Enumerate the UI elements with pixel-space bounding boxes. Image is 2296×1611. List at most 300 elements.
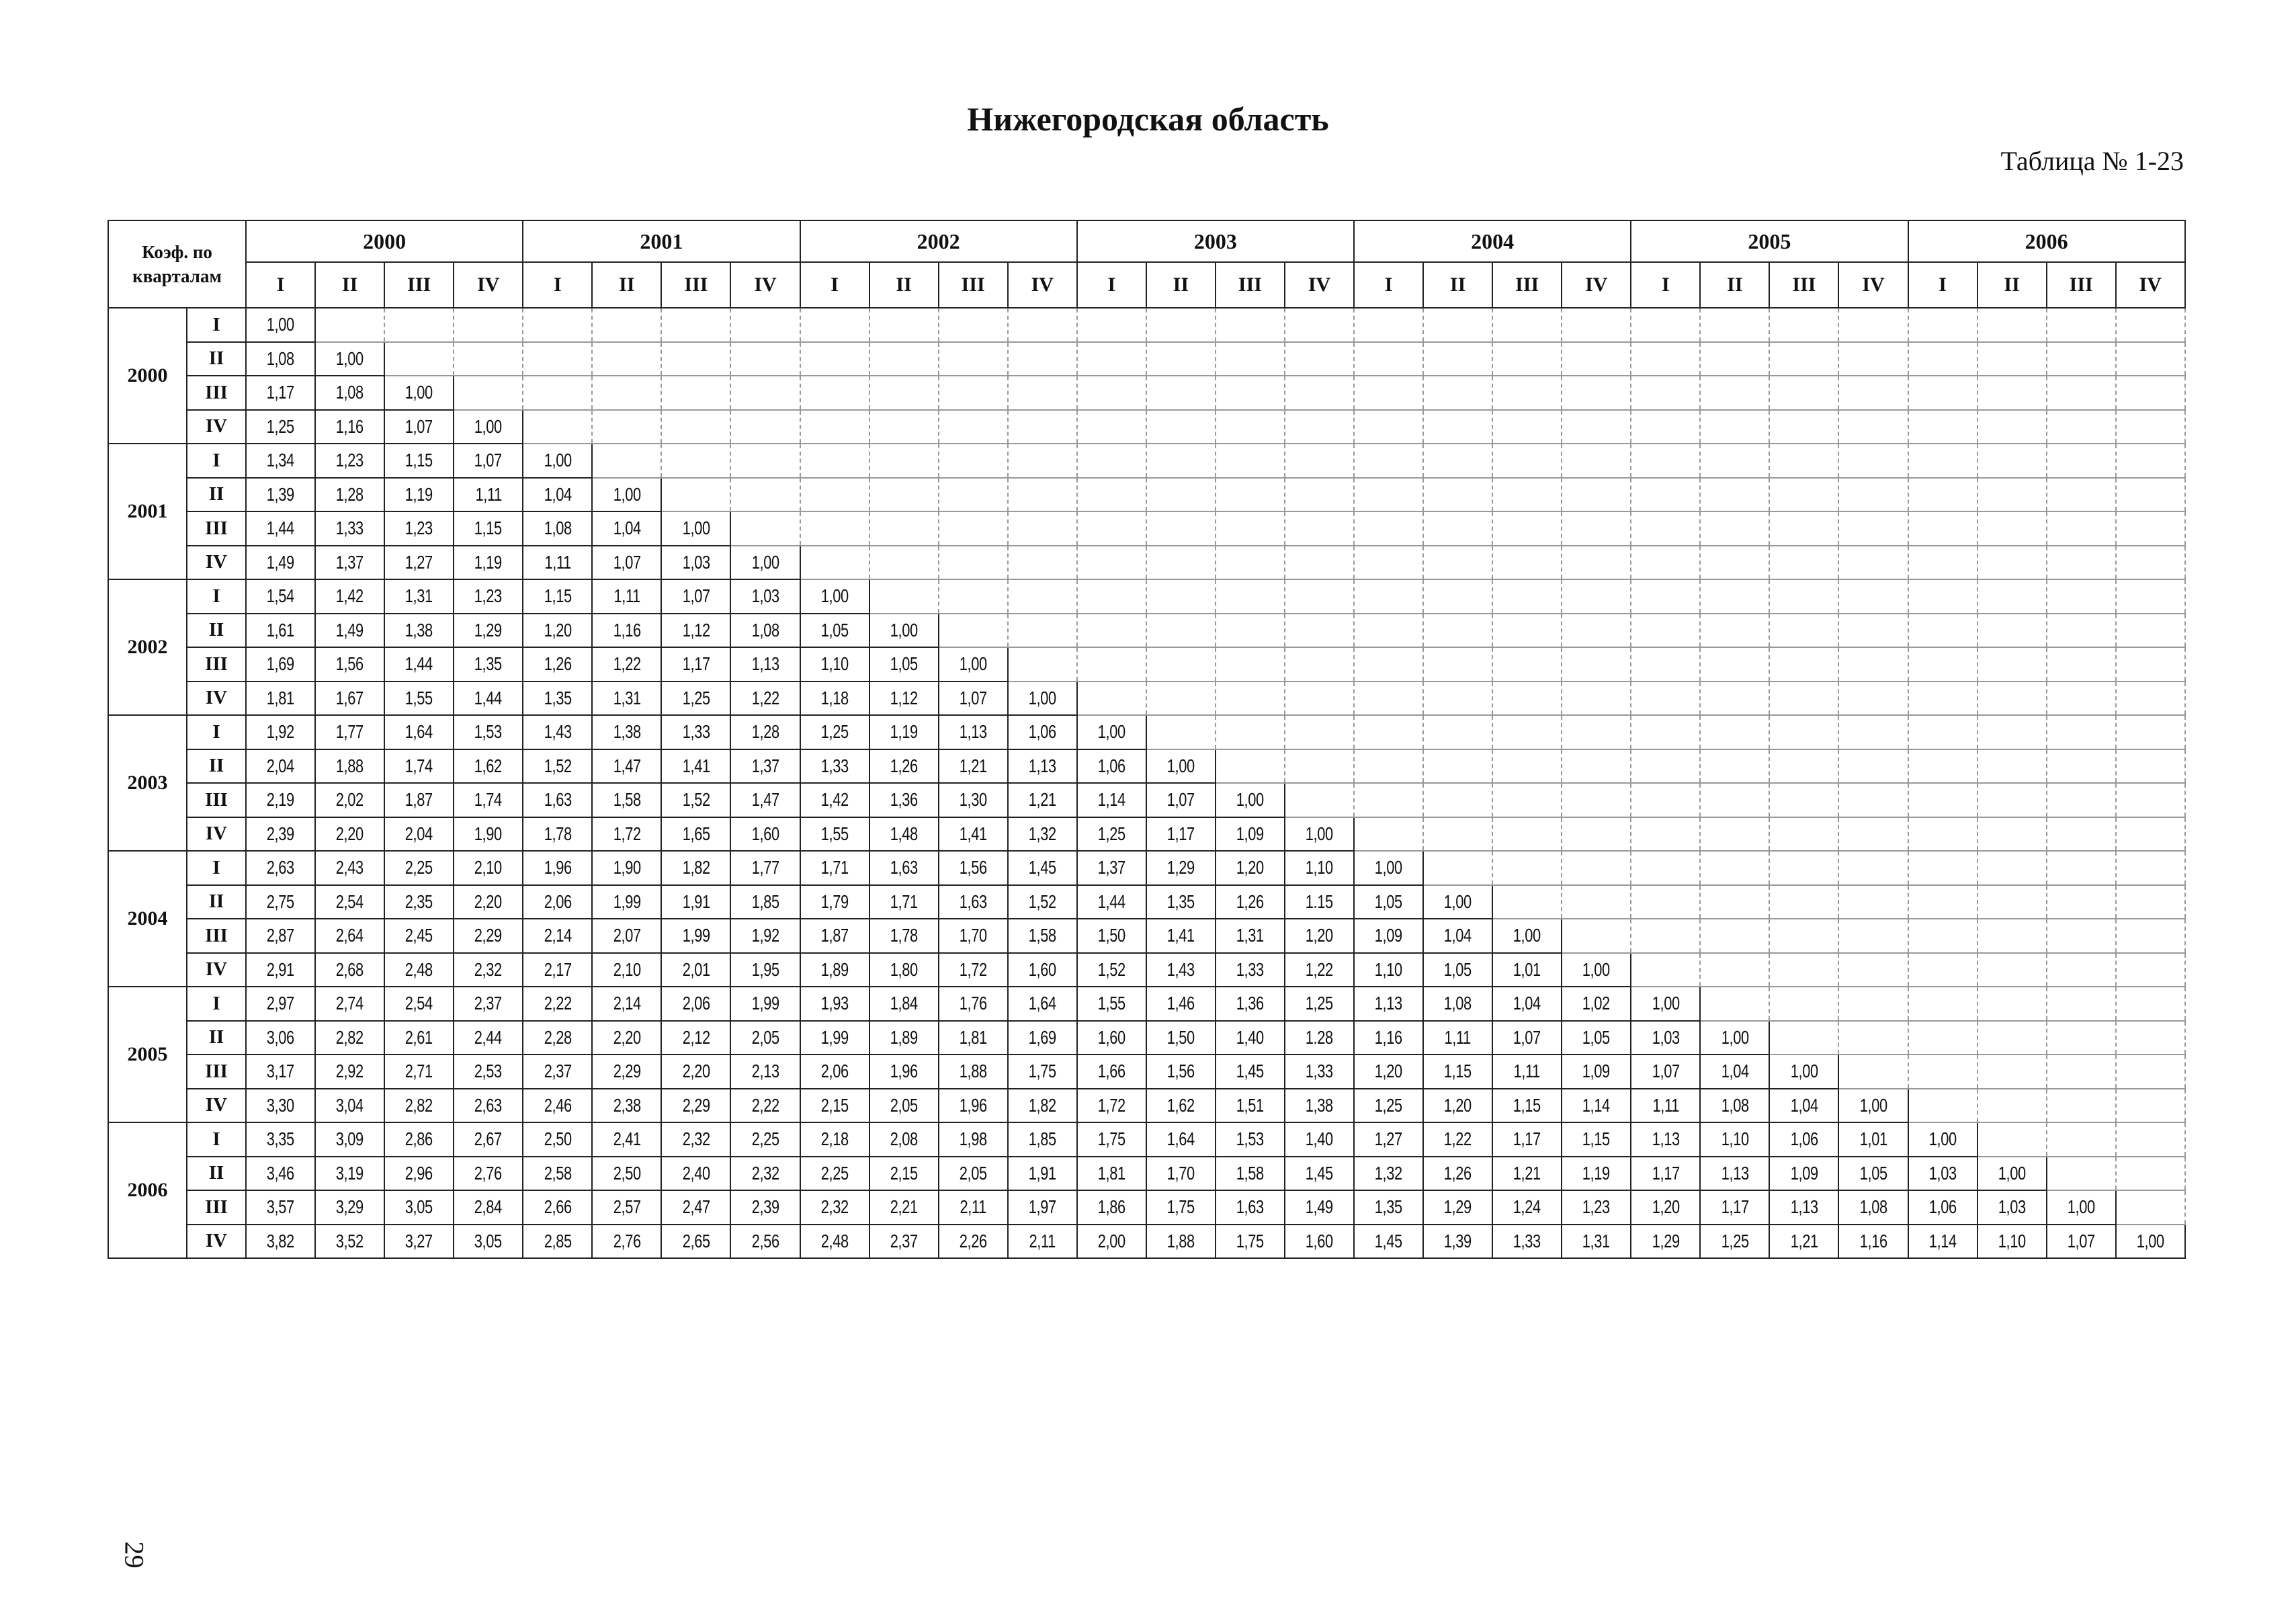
coefficient-cell (869, 1157, 939, 1191)
coefficient-value: 1,64 (1166, 1128, 1195, 1150)
empty-cell (315, 308, 384, 342)
year-header-row (108, 220, 2185, 262)
row-quarter-label: III (187, 376, 246, 410)
coefficient-value: 2,63 (474, 1094, 503, 1116)
coefficient-cell (2116, 1225, 2185, 1259)
empty-cell (1631, 851, 1700, 885)
coefficient-value: 2,96 (405, 1162, 433, 1184)
coefficient-cell (1631, 1157, 1700, 1191)
coefficient-cell (1978, 1190, 2047, 1225)
empty-cell (1423, 851, 1492, 885)
coefficient-value: 1,90 (613, 857, 641, 878)
coefficient-cell (1146, 783, 1216, 817)
coefficient-value: 1,08 (1721, 1094, 1749, 1116)
coefficient-value: 1,63 (1236, 1196, 1264, 1218)
coefficient-cell (1838, 1122, 1908, 1157)
coefficient-cell (1978, 1157, 2047, 1191)
coefficient-cell (1631, 1089, 1700, 1123)
table-row (108, 987, 2185, 1021)
empty-cell (2047, 851, 2116, 885)
coefficient-value: 1,96 (890, 1061, 918, 1082)
coefficient-cell (384, 817, 454, 852)
coefficient-cell (1077, 715, 1146, 749)
coefficient-value: 1,17 (267, 382, 295, 403)
empty-cell (1769, 919, 1838, 953)
coefficient-cell (1077, 1190, 1146, 1225)
coefficient-value: 1,22 (1306, 958, 1333, 980)
coefficient-value: 1,63 (890, 857, 918, 878)
coefficient-cell (661, 1055, 730, 1089)
empty-cell (1978, 783, 2047, 817)
empty-cell (869, 546, 939, 580)
empty-cell (2116, 987, 2185, 1021)
coefficient-cell (730, 749, 800, 784)
coefficient-cell (592, 1157, 661, 1191)
empty-cell (1285, 376, 1354, 410)
empty-cell (1423, 647, 1492, 681)
empty-cell (1423, 478, 1492, 512)
empty-cell (800, 478, 869, 512)
table-row (108, 783, 2185, 817)
page-number: 29 (119, 1541, 150, 1569)
coefficient-value: 1,00 (544, 450, 572, 471)
empty-cell (1008, 647, 1077, 681)
empty-cell (1562, 614, 1631, 648)
empty-cell (1216, 749, 1285, 784)
coefficient-value: 1,91 (682, 891, 710, 912)
table-body (108, 308, 2185, 1258)
coefficient-cell (523, 953, 592, 987)
coefficient-value: 1,21 (959, 755, 987, 776)
coefficient-value: 2,29 (613, 1061, 641, 1082)
coefficient-cell (592, 919, 661, 953)
empty-cell (1631, 647, 1700, 681)
coefficient-value: 1,88 (336, 755, 364, 776)
empty-cell (1700, 953, 1769, 987)
coefficient-cell (939, 851, 1008, 885)
coefficient-cell (939, 919, 1008, 953)
empty-cell (1285, 749, 1354, 784)
empty-cell (939, 579, 1008, 614)
coefficient-cell (1285, 1089, 1354, 1123)
empty-cell (661, 376, 730, 410)
coefficient-cell (315, 1157, 384, 1191)
coefficient-value: 1,25 (820, 721, 849, 743)
coefficient-cell (800, 1225, 869, 1259)
coefficient-value: 1,24 (1513, 1196, 1541, 1218)
coefficient-value: 1,00 (1513, 925, 1541, 946)
coefficient-value: 1,19 (405, 483, 433, 505)
coefficient-cell (1700, 1021, 1769, 1055)
row-year-label: 2000 (108, 308, 187, 444)
coefficient-cell (661, 1157, 730, 1191)
coefficient-cell (1700, 1157, 1769, 1191)
coefficient-value: 2,18 (820, 1128, 849, 1150)
coefficient-value: 1,22 (751, 687, 779, 708)
coefficient-cell (661, 851, 730, 885)
coefficient-value: 1,41 (682, 755, 710, 776)
empty-cell (1978, 681, 2047, 716)
coefficient-value: 2,10 (474, 857, 503, 878)
year-header: 2000 (246, 220, 523, 262)
coefficient-value: 1,31 (1236, 925, 1264, 946)
coefficient-cell (1492, 1089, 1562, 1123)
coefficient-cell (1492, 1190, 1562, 1225)
coefficient-cell (1008, 1021, 1077, 1055)
coefficient-value: 1,10 (1375, 958, 1403, 980)
coefficient-value: 2,28 (544, 1026, 572, 1048)
empty-cell (1700, 987, 1769, 1021)
coefficient-value: 1,10 (1998, 1230, 2026, 1251)
coefficient-cell (592, 478, 661, 512)
empty-cell (1769, 478, 1838, 512)
coefficient-cell (661, 1225, 730, 1259)
coefficient-cell (246, 1122, 315, 1157)
coefficient-cell (661, 1021, 730, 1055)
table-row (108, 308, 2185, 342)
empty-cell (1700, 647, 1769, 681)
empty-cell (1077, 546, 1146, 580)
empty-cell (2047, 953, 2116, 987)
empty-cell (1354, 511, 1423, 546)
empty-cell (2047, 817, 2116, 852)
coefficient-cell (523, 647, 592, 681)
coefficient-cell (1631, 1190, 1700, 1225)
empty-cell (1492, 647, 1562, 681)
row-quarter-label: I (187, 987, 246, 1021)
empty-cell (1700, 478, 1769, 512)
coefficient-cell (730, 681, 800, 716)
coefficient-value: 3,19 (336, 1162, 364, 1184)
coefficient-value: 1,05 (1444, 958, 1472, 980)
coefficient-cell (523, 1190, 592, 1225)
coefficient-cell (246, 1055, 315, 1089)
coefficient-value: 1,17 (1652, 1162, 1680, 1184)
empty-cell (1908, 817, 1978, 852)
empty-cell (2047, 342, 2116, 376)
empty-cell (1769, 342, 1838, 376)
coefficient-cell (454, 817, 523, 852)
coefficient-value: 1,96 (544, 857, 572, 878)
empty-cell (1978, 308, 2047, 342)
empty-cell (1769, 647, 1838, 681)
coefficient-cell (1492, 1055, 1562, 1089)
coefficient-value: 1,84 (890, 993, 918, 1014)
coefficient-cell (523, 511, 592, 546)
empty-cell (2116, 410, 2185, 444)
empty-cell (1769, 885, 1838, 919)
empty-cell (1838, 478, 1908, 512)
coefficient-value: 1,19 (1582, 1162, 1611, 1184)
coefficient-value: 1,00 (1721, 1026, 1749, 1048)
coefficient-value: 1,33 (1306, 1061, 1333, 1082)
coefficient-value: 1,09 (1582, 1061, 1611, 1082)
coefficient-cell (1008, 817, 1077, 852)
empty-cell (1562, 478, 1631, 512)
coefficient-value: 1,85 (1028, 1128, 1056, 1150)
coefficient-value: 2,29 (474, 925, 503, 946)
table-row (108, 1089, 2185, 1123)
row-quarter-label: III (187, 1190, 246, 1225)
coefficient-value: 2,48 (820, 1230, 849, 1251)
coefficient-value: 1,89 (820, 958, 849, 980)
empty-cell (1354, 614, 1423, 648)
empty-cell (1492, 681, 1562, 716)
table-row (108, 511, 2185, 546)
coefficient-cell (869, 919, 939, 953)
coefficient-value: 2,37 (544, 1061, 572, 1082)
coefficient-value: 1,71 (890, 891, 918, 912)
empty-cell (1908, 308, 1978, 342)
coefficient-cell (523, 579, 592, 614)
coefficient-value: 1,55 (820, 823, 849, 844)
row-year-label: 2001 (108, 444, 187, 579)
coefficient-value: 1,32 (1375, 1162, 1403, 1184)
empty-cell (1631, 953, 1700, 987)
coefficient-cell (1769, 1055, 1838, 1089)
empty-cell (1146, 681, 1216, 716)
coefficient-cell (730, 715, 800, 749)
row-quarter-label: IV (187, 546, 246, 580)
coefficient-value: 1,12 (890, 687, 918, 708)
empty-cell (1492, 308, 1562, 342)
coefficient-cell (1077, 783, 1146, 817)
coefficient-cell (1216, 1089, 1285, 1123)
coefficient-cell (1077, 1157, 1146, 1191)
empty-cell (1769, 410, 1838, 444)
empty-cell (1216, 511, 1285, 546)
coefficient-value: 1,58 (613, 789, 641, 811)
empty-cell (1423, 715, 1492, 749)
empty-cell (1978, 546, 2047, 580)
coefficient-value: 1,49 (1306, 1196, 1333, 1218)
empty-cell (2047, 478, 2116, 512)
coefficient-value: 1,10 (1306, 857, 1333, 878)
empty-cell (1423, 749, 1492, 784)
coefficient-value: 1,63 (959, 891, 987, 912)
quarter-header: IV (1562, 262, 1631, 308)
coefficient-cell (454, 987, 523, 1021)
coefficient-cell (1838, 1225, 1908, 1259)
coefficient-value: 1,62 (1166, 1094, 1195, 1116)
empty-cell (939, 308, 1008, 342)
table-row (108, 1225, 2185, 1259)
coefficient-cell (1562, 1055, 1631, 1089)
coefficient-cell (1077, 885, 1146, 919)
empty-cell (1008, 444, 1077, 478)
coefficient-cell (800, 1021, 869, 1055)
coefficient-value: 2,00 (1097, 1230, 1125, 1251)
quarter-header: II (1146, 262, 1216, 308)
coefficient-cell (730, 1021, 800, 1055)
year-header: 2002 (800, 220, 1077, 262)
empty-cell (1008, 376, 1077, 410)
empty-cell (1008, 546, 1077, 580)
empty-cell (1492, 783, 1562, 817)
empty-cell (1700, 614, 1769, 648)
coefficient-cell (315, 1122, 384, 1157)
quarter-header: II (1978, 262, 2047, 308)
coefficient-value: 1,00 (1928, 1128, 1957, 1150)
quarter-header: III (1492, 262, 1562, 308)
coefficient-cell (869, 987, 939, 1021)
coefficient-value: 1,16 (1375, 1026, 1403, 1048)
coefficient-cell (315, 511, 384, 546)
coefficient-value: 2,14 (613, 993, 641, 1014)
empty-cell (1978, 410, 2047, 444)
coefficient-cell (315, 681, 384, 716)
empty-cell (1769, 783, 1838, 817)
coefficient-cell (523, 546, 592, 580)
coefficient-value: 1,27 (1375, 1128, 1403, 1150)
empty-cell (384, 342, 454, 376)
coefficient-cell (800, 783, 869, 817)
coefficient-value: 1,01 (1859, 1128, 1887, 1150)
coefficient-value: 2,17 (544, 958, 572, 980)
empty-cell (661, 308, 730, 342)
empty-cell (1285, 308, 1354, 342)
empty-cell (1008, 478, 1077, 512)
coefficient-cell (523, 478, 592, 512)
empty-cell (1354, 444, 1423, 478)
coefficient-value: 1,08 (1444, 993, 1472, 1014)
empty-cell (454, 308, 523, 342)
row-quarter-label: IV (187, 410, 246, 444)
empty-cell (1354, 817, 1423, 852)
empty-cell (1146, 342, 1216, 376)
empty-cell (1908, 987, 1978, 1021)
empty-cell (1769, 851, 1838, 885)
coefficient-cell (1008, 987, 1077, 1021)
empty-cell (1423, 783, 1492, 817)
coefficient-value: 1,86 (1097, 1196, 1125, 1218)
empty-cell (1978, 579, 2047, 614)
empty-cell (1146, 308, 1216, 342)
coefficient-cell (1216, 987, 1285, 1021)
coefficient-value: 1,00 (820, 585, 849, 607)
coefficient-cell (315, 478, 384, 512)
coefficient-cell (1492, 919, 1562, 953)
empty-cell (1423, 308, 1492, 342)
empty-cell (1423, 410, 1492, 444)
coefficient-cell (384, 851, 454, 885)
empty-cell (1838, 681, 1908, 716)
empty-cell (1146, 579, 1216, 614)
table-row (108, 953, 2185, 987)
coefficient-cell (1492, 1225, 1562, 1259)
coefficient-cell (800, 1055, 869, 1089)
quarter-header: II (592, 262, 661, 308)
coefficient-value: 1,13 (751, 653, 779, 675)
coefficient-cell (592, 1021, 661, 1055)
coefficient-value: 2,05 (890, 1094, 918, 1116)
coefficient-value: 1,70 (959, 925, 987, 946)
coefficient-value: 1,17 (1513, 1128, 1541, 1150)
coefficient-cell (523, 919, 592, 953)
coefficient-cell (939, 885, 1008, 919)
coefficient-cell (1216, 1122, 1285, 1157)
coefficient-cell (384, 579, 454, 614)
empty-cell (800, 444, 869, 478)
empty-cell (1492, 817, 1562, 852)
coefficient-value: 2,20 (474, 891, 503, 912)
empty-cell (2116, 783, 2185, 817)
coefficient-cell (592, 1190, 661, 1225)
coefficient-value: 3,30 (267, 1094, 295, 1116)
coefficient-value: 1,00 (1444, 891, 1472, 912)
coefficient-cell (246, 308, 315, 342)
coefficient-cell (1216, 1225, 1285, 1259)
coefficient-value: 1,39 (267, 483, 295, 505)
coefficient-cell (1285, 953, 1354, 987)
empty-cell (1562, 851, 1631, 885)
coefficient-cell (384, 749, 454, 784)
coefficient-value: 1,85 (751, 891, 779, 912)
coefficient-cell (592, 885, 661, 919)
empty-cell (2047, 919, 2116, 953)
empty-cell (1908, 715, 1978, 749)
coefficient-value: 1,28 (336, 483, 364, 505)
empty-cell (661, 410, 730, 444)
coefficient-value: 1,31 (613, 687, 641, 708)
empty-cell (1838, 614, 1908, 648)
coefficient-cell (661, 1089, 730, 1123)
quarter-header: I (800, 262, 869, 308)
coefficient-value: 2,97 (267, 993, 295, 1014)
coefficient-value: 1,08 (336, 382, 364, 403)
coefficient-value: 1,20 (544, 619, 572, 641)
empty-cell (1631, 546, 1700, 580)
coefficient-cell (315, 410, 384, 444)
coefficient-cell (869, 783, 939, 817)
empty-cell (1077, 478, 1146, 512)
empty-cell (1978, 444, 2047, 478)
coefficient-value: 2,84 (474, 1196, 503, 1218)
coefficient-value: 1,00 (1859, 1094, 1887, 1116)
coefficient-value: 1,05 (1582, 1026, 1611, 1048)
coefficient-cell (730, 1055, 800, 1089)
coefficient-value: 2,02 (336, 789, 364, 811)
empty-cell (2047, 783, 2116, 817)
coefficient-cell (730, 1190, 800, 1225)
coefficient-cell (800, 749, 869, 784)
table-row (108, 410, 2185, 444)
empty-cell (1700, 511, 1769, 546)
coefficient-value: 1,40 (1236, 1026, 1264, 1048)
coefficient-value: 1,15 (474, 518, 503, 539)
coefficient-value: 1,42 (820, 789, 849, 811)
coefficient-cell (592, 614, 661, 648)
coefficient-cell (454, 444, 523, 478)
empty-cell (1423, 511, 1492, 546)
coefficient-cell (246, 444, 315, 478)
coefficient-cell (454, 1055, 523, 1089)
empty-cell (939, 342, 1008, 376)
coefficient-value: 1,17 (682, 653, 710, 675)
table-row (108, 376, 2185, 410)
coefficient-value: 1,78 (890, 925, 918, 946)
empty-cell (1978, 885, 2047, 919)
table-row (108, 1157, 2185, 1191)
coefficient-value: 1,04 (1790, 1094, 1818, 1116)
empty-cell (1838, 342, 1908, 376)
empty-cell (1838, 1055, 1908, 1089)
coefficient-value: 1,99 (613, 891, 641, 912)
empty-cell (661, 478, 730, 512)
empty-cell (2047, 715, 2116, 749)
row-quarter-label: III (187, 1055, 246, 1089)
coefficient-value: 2,25 (820, 1162, 849, 1184)
